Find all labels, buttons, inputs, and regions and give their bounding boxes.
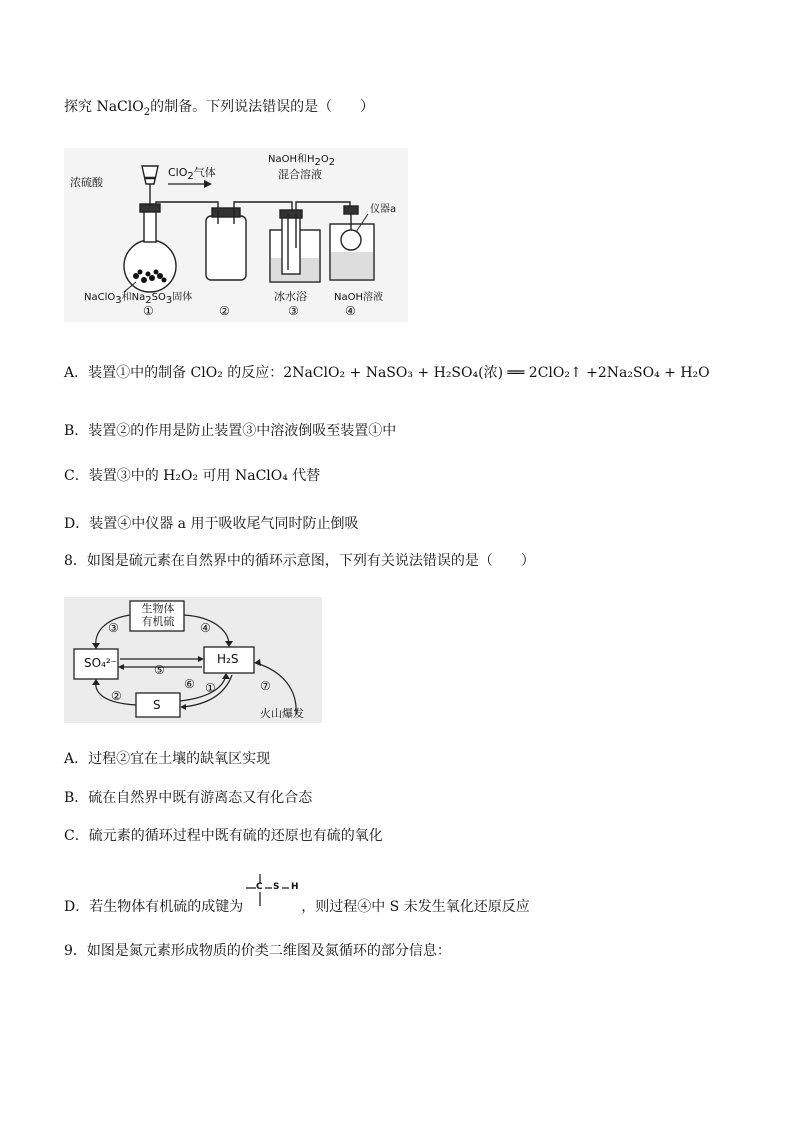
q7-option-c: C．装置③中的 H₂O₂ 可用 NaClO₄ 代替 [64,468,321,484]
q7-option-d: D．装置④中仪器 a 用于吸收尾气同时防止倒吸 [64,516,359,532]
q8-option-d: D．若生物体有机硫的成键为 ，则过程④中 S 未发生氧化还原反应 [64,899,530,915]
label-mix-bottom: 混合溶液 [278,168,322,181]
label-device-a: 仪器a [370,204,397,215]
label-p2: ② [111,689,122,703]
label-num-2: ② [219,304,230,318]
label-p1: ① [205,681,216,695]
q7-option-a: A．装置①中的制备 ClO₂ 的反应：2NaClO₂ + NaSO₃ + H₂SO₄(浓) ══ 2ClO₂↑ +2Na₂SO₄ + H₂O [64,365,710,381]
flask-1 [124,166,176,292]
bond-s: S [273,882,280,892]
label-volcano: 火山爆发 [260,707,304,720]
label-gas: ClO$_2$气体 [168,166,216,183]
label-num-3: ③ [288,304,299,318]
label-p3: ③ [108,621,119,635]
apparatus-figure [64,148,408,322]
label-so4: SO₄²⁻ [84,656,118,670]
label-h2s: H₂S [217,652,239,666]
question-intro: 探究 NaClO$_2$的制备。下列说法错误的是（ ） [64,99,375,118]
label-mix-top: NaOH和$H_2O_2$ [268,154,336,168]
q9-stem: 9．如图是氮元素形成物质的价类二维图及氮循环的部分信息： [64,943,451,959]
label-ice: 冰水浴 [274,290,307,303]
label-p4: ④ [200,621,211,635]
bond-structure [244,872,304,912]
bond-c: C [256,882,263,892]
label-p5: ⑤ [154,663,165,677]
label-p6: ⑥ [184,677,195,691]
tube-3-4 [296,202,350,212]
label-naoh: NaOH溶液 [334,292,383,303]
beaker-4 [330,206,374,280]
label-bio: 生物体 有机硫 [141,602,175,628]
label-num-4: ④ [345,304,356,318]
q8-stem: 8．如图是硫元素在自然界中的循环示意图，下列有关说法错误的是（ ） [64,553,535,569]
label-s: S [153,698,161,712]
label-num-1: ① [143,304,154,318]
q7-option-b: B．装置②的作用是防止装置③中溶液倒吸至装置①中 [64,423,397,439]
label-acid: 浓硫酸 [70,176,103,189]
tube-1-2 [156,202,218,210]
sulfur-cycle-figure [64,597,322,723]
label-solid: NaClO$_3$和$Na_2SO_3$固体 [84,292,193,306]
bottle-2 [206,208,246,280]
q8-option-a: A．过程②宜在土壤的缺氧区实现 [64,751,271,767]
label-p7: ⑦ [260,679,271,693]
beaker-3 [270,210,320,282]
bond-h: H [291,882,299,892]
q8-option-b: B．硫在自然界中既有游离态又有化合态 [64,790,313,806]
q8-option-c: C．硫元素的循环过程中既有硫的还原也有硫的氧化 [64,828,383,844]
